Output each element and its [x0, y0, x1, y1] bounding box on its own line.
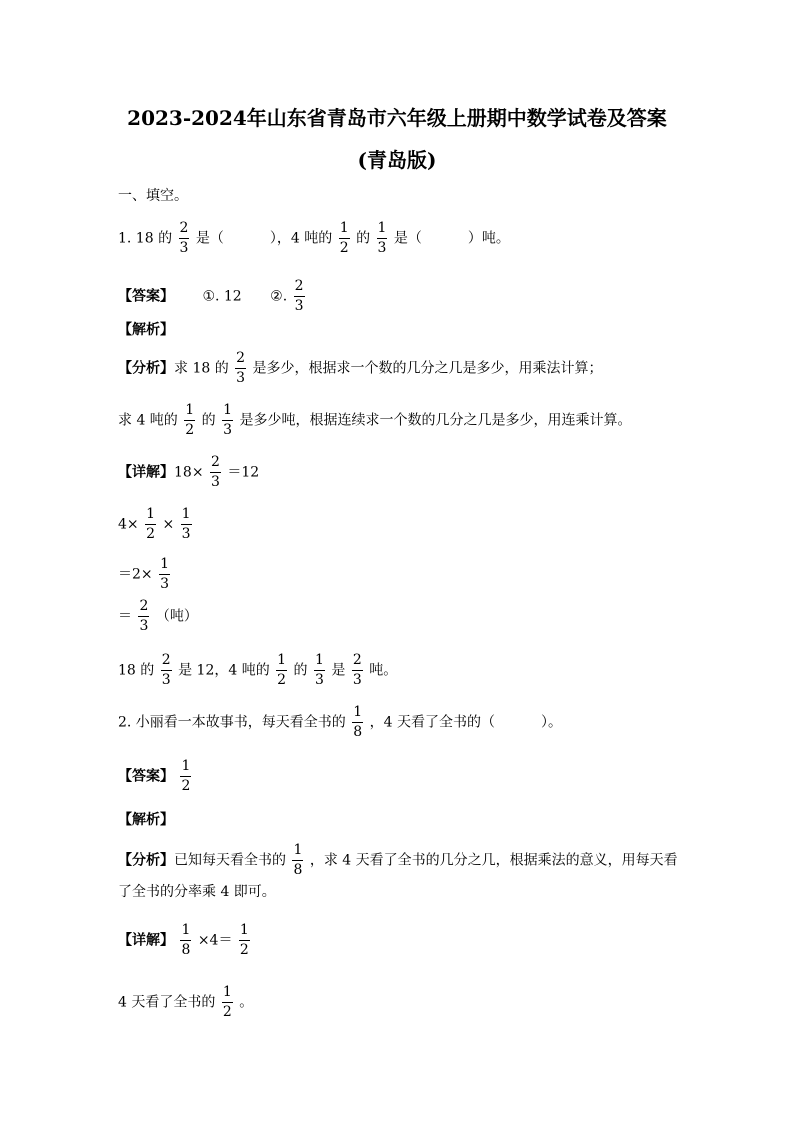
fraction-numerator: 1: [222, 984, 233, 1003]
fraction-numerator: 2: [235, 350, 246, 369]
q1-text-a: 1. 18 的: [118, 230, 173, 247]
fraction-numerator: 1: [239, 922, 250, 941]
q1-text-d: 的: [356, 230, 371, 247]
detail-text: ＝: [118, 608, 132, 625]
fraction-1-3: [377, 220, 388, 257]
q2-conclusion: [118, 984, 253, 1021]
fraction-numerator: 2: [352, 652, 363, 671]
fraction-denominator: 3: [352, 672, 362, 688]
detail-text: ×4＝: [197, 932, 233, 949]
fraction-denominator: 3: [161, 672, 171, 688]
fraction-denominator: 8: [181, 942, 191, 958]
q2-text-c: ）。: [541, 714, 562, 731]
analysis-text: ，求 4 天看了全书的几分之几，根据乘法的意义，用每天看: [309, 852, 678, 869]
fraction-1-2: [184, 402, 195, 439]
conclusion-text: 的: [293, 662, 308, 679]
q1-text-f: ）吨。: [467, 230, 510, 247]
fraction-1-2: [180, 758, 191, 795]
detail-text: ×: [162, 516, 175, 533]
analysis-label: 【分析】: [118, 360, 174, 377]
fraction-denominator: 2: [239, 942, 249, 958]
q2-text-b: ，4 天看了全书的（: [369, 714, 495, 731]
conclusion-text: 是: [331, 662, 346, 679]
fraction-1-2: [239, 922, 250, 959]
fraction-denominator: 3: [223, 422, 233, 438]
fraction-2-3: [179, 220, 190, 257]
fraction-2-3: [235, 350, 246, 387]
fraction-1-2: [145, 506, 156, 543]
answer-label: 【答案】: [118, 288, 174, 305]
fraction-denominator: 2: [185, 422, 195, 438]
q1-answer: [118, 278, 307, 315]
fraction-denominator: 3: [315, 672, 324, 688]
fraction-denominator: 2: [339, 240, 349, 256]
q1-analysis-line-1: [118, 350, 603, 387]
q1-detail-line-2: [118, 506, 194, 543]
detail-text: ＝2×: [118, 566, 153, 583]
fraction-denominator: 3: [179, 240, 189, 256]
conclusion-text: 是 12，4 吨的: [178, 662, 270, 679]
q1-text-e: 是（: [393, 230, 422, 247]
detail-text: 18×: [174, 464, 204, 481]
q2-analysis-heading: 【解析】: [118, 812, 174, 828]
fraction-numerator: 2: [210, 454, 221, 473]
document-title: 2023-2024年山东省青岛市六年级上册期中数学试卷及答案: [127, 106, 667, 130]
fraction-1-8: [180, 922, 191, 959]
section-heading: 一、填空。: [118, 188, 188, 204]
analysis-label: 【分析】: [118, 852, 174, 869]
fraction-numerator: 1: [181, 506, 192, 525]
q2-answer: [118, 758, 193, 795]
fraction-denominator: 3: [294, 298, 304, 314]
fraction-1-3: [159, 556, 170, 593]
q1-detail-line-3: [118, 556, 172, 593]
q1-detail-line-4: [118, 598, 198, 635]
q2-detail: [118, 922, 252, 959]
fraction-numerator: 1: [339, 220, 350, 239]
fraction-numerator: 1: [184, 402, 195, 421]
analysis-text: 已知每天看全书的: [174, 852, 286, 869]
fraction-numerator: 1: [276, 652, 287, 671]
fraction-1-8: [352, 704, 363, 741]
document-subtitle: (青岛版): [357, 148, 437, 172]
fraction-1-8: [292, 842, 303, 879]
fraction-numerator: 1: [314, 652, 325, 671]
analysis-text: 求 18 的: [174, 360, 229, 377]
fraction-denominator: 3: [160, 576, 170, 592]
detail-label: 【详解】: [118, 932, 174, 949]
fraction-denominator: 3: [236, 370, 246, 386]
question-2: [118, 704, 562, 741]
fraction-2-3: [210, 454, 221, 491]
fraction-denominator: 8: [293, 862, 303, 878]
q1-text-c: ），4 吨的: [269, 230, 333, 247]
fraction-numerator: 1: [180, 922, 191, 941]
fraction-numerator: 2: [179, 220, 190, 239]
fraction-1-2: [339, 220, 350, 257]
q1-conclusion: [118, 652, 397, 689]
fraction-denominator: 2: [277, 672, 287, 688]
q1-text-b: 是（: [195, 230, 224, 247]
q2-analysis-line-2: 了全书的分率乘 4 即可。: [118, 884, 276, 900]
fraction-1-2: [276, 652, 287, 689]
q2-text-a: 2. 小丽看一本故事书，每天看全书的: [118, 714, 346, 731]
fraction-denominator: 3: [211, 474, 220, 490]
q1-detail-line-1: [118, 454, 259, 491]
fraction-denominator: 3: [377, 240, 387, 256]
fraction-2-3: [161, 652, 172, 689]
answer-item-1: ①. 12: [202, 288, 242, 305]
analysis-text: 是多少，根据求一个数的几分之几是多少，用乘法计算；: [252, 360, 603, 377]
fraction-2-3: [294, 278, 305, 315]
question-1: [118, 220, 510, 257]
fraction-numerator: 2: [294, 278, 305, 297]
fraction-numerator: 1: [180, 758, 191, 777]
answer-label: 【答案】: [118, 768, 174, 785]
fraction-numerator: 1: [292, 842, 303, 861]
answer-item-2: ②.: [270, 288, 288, 305]
fraction-1-2: [222, 984, 233, 1021]
fraction-numerator: 1: [145, 506, 156, 525]
analysis-text: 是多少吨，根据连续求一个数的几分之几是多少，用连乘计算。: [239, 412, 632, 429]
fraction-2-3: [352, 652, 363, 689]
conclusion-text: 18 的: [118, 662, 155, 679]
detail-label: 【详解】: [118, 464, 174, 481]
conclusion-text: 4 天看了全书的: [118, 994, 216, 1011]
fraction-denominator: 2: [181, 778, 191, 794]
conclusion-text: 吨。: [369, 662, 398, 679]
fraction-1-3: [222, 402, 233, 439]
fraction-numerator: 1: [352, 704, 363, 723]
fraction-denominator: 8: [353, 724, 363, 740]
analysis-text: 求 4 吨的: [118, 412, 178, 429]
q1-analysis-line-2: [118, 402, 631, 439]
fraction-1-3: [181, 506, 192, 543]
fraction-denominator: 3: [181, 526, 191, 542]
detail-text: （吨）: [155, 608, 198, 625]
fraction-denominator: 3: [139, 618, 149, 634]
analysis-text: 的: [201, 412, 216, 429]
conclusion-text: 。: [239, 994, 254, 1011]
fraction-denominator: 2: [222, 1004, 232, 1020]
fraction-numerator: 1: [377, 220, 388, 239]
fraction-2-3: [138, 598, 149, 635]
q1-analysis-heading: 【解析】: [118, 322, 174, 338]
fraction-numerator: 1: [159, 556, 170, 575]
detail-text: ＝12: [227, 464, 260, 481]
fraction-numerator: 2: [161, 652, 172, 671]
detail-text: 4×: [118, 516, 139, 533]
q2-analysis-line-1: [118, 842, 678, 879]
fraction-1-3: [314, 652, 325, 689]
fraction-denominator: 2: [146, 526, 156, 542]
fraction-numerator: 1: [222, 402, 233, 421]
fraction-numerator: 2: [138, 598, 149, 617]
